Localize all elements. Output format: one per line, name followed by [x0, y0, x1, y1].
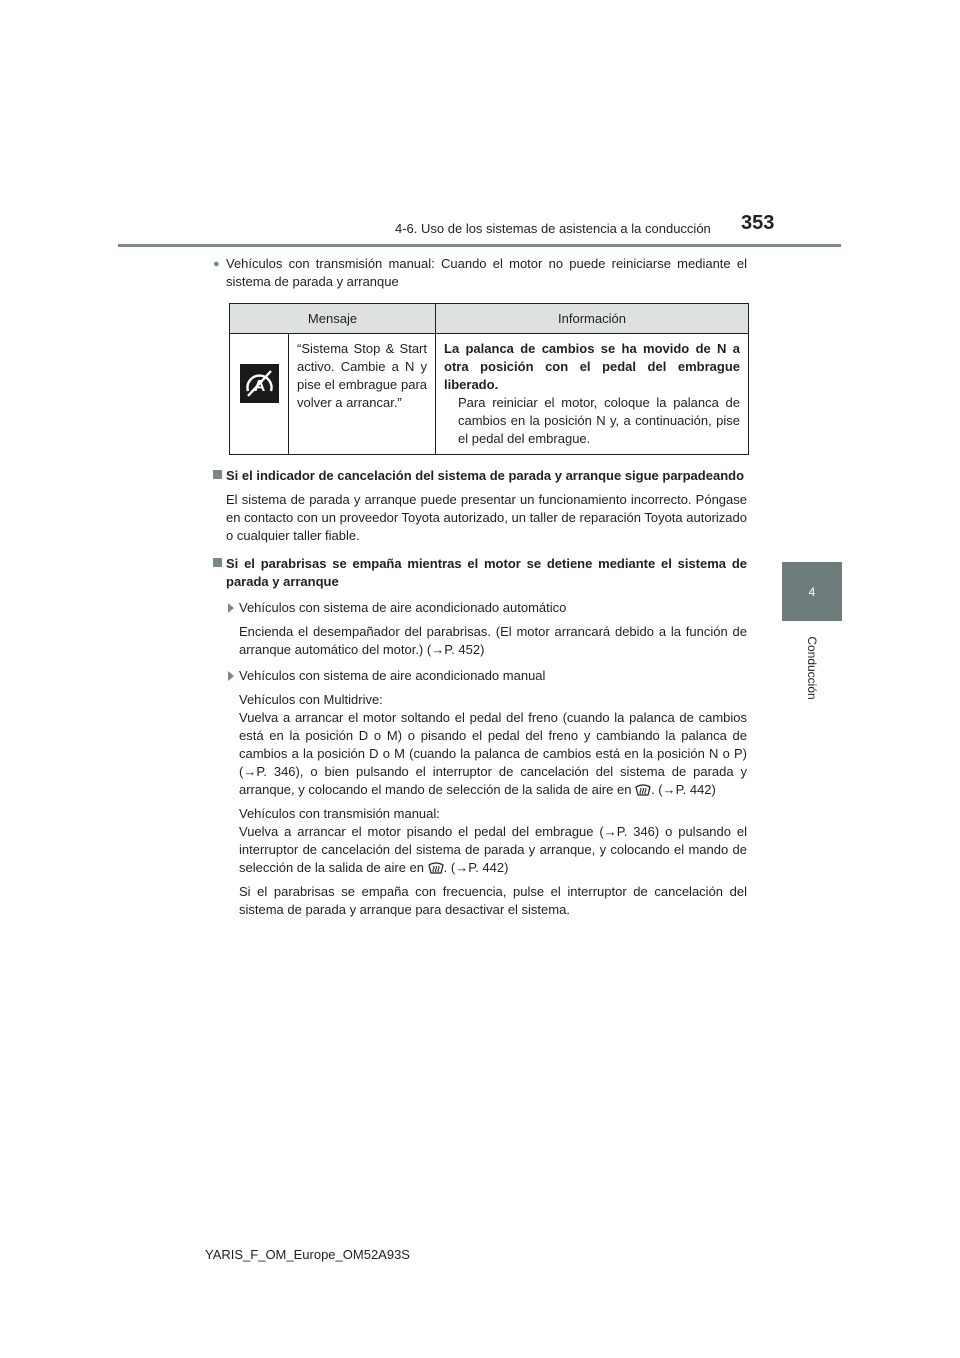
- chapter-label: Conducción: [805, 636, 819, 700]
- circle-bullet-icon: ●: [213, 258, 220, 270]
- intro-bullet-item: [213, 255, 747, 291]
- automatic-ac-body: Encienda el desempañador del parabrisas. (El motor arrancará debido a la función de arranque automático del motor.) (→P. 452): [239, 624, 747, 657]
- stop-start-warning-icon: [240, 364, 279, 403]
- message-cell: “Sistema Stop & Start activo. Cambie a N y pise el embrague para volver a arrancar.”: [289, 334, 436, 455]
- windshield-defroster-icon: [428, 861, 444, 874]
- section-title: Si el indicador de cancelación del sistema de parada y arranque sigue parpadeando: [226, 468, 745, 483]
- triangle-bullet-icon: [228, 671, 234, 681]
- triangle-bullet-icon: [228, 603, 234, 613]
- footer-document-code: YARIS_F_OM_Europe_OM52A93S: [205, 1247, 410, 1262]
- manual-transmission-body: Vuelva a arrancar el motor pisando el pedal del embrague (→P. 346) o pulsando el interruptor de cancelación del sistema de parada y arranque, y colocando el mando de selección de la salida de aire en: [239, 824, 747, 875]
- windshield-defroster-icon: [635, 783, 651, 796]
- section-body: El sistema de parada y arranque puede presentar un funcionamiento incorrecto. Póngase en contacto con un proveedor Toyota autorizado, un taller de reparación Toyota autorizado o cualquier taller fiable.: [226, 492, 747, 543]
- message-table: [229, 303, 749, 455]
- sub-item-label: Vehículos con sistema de aire acondicionado manual: [239, 668, 546, 683]
- header-divider: [118, 244, 841, 247]
- column-header-message: Mensaje: [230, 304, 436, 334]
- section-windshield-fog: [213, 555, 747, 919]
- section-blinking-indicator: [213, 467, 747, 545]
- sub-item-label: Vehículos con sistema de aire acondicionado automático: [239, 600, 567, 615]
- sub-item-automatic-ac: [226, 599, 747, 617]
- main-content: [213, 255, 747, 919]
- sub-item-manual-ac: [226, 667, 747, 685]
- manual-transmission-reference: . (→P. 442): [443, 860, 509, 875]
- multidrive-reference: . (→P. 442): [651, 782, 716, 797]
- section-title: Si el parabrisas se empaña mientras el motor se detiene mediante el sistema de parada y arranque: [226, 556, 747, 589]
- info-body: Para reiniciar el motor, coloque la palanca de cambios en la posición N y, a continuación, pise el pedal del embrague.: [458, 395, 740, 446]
- table-header-row: [230, 304, 749, 334]
- multidrive-body: Vuelva a arrancar el motor soltando el pedal del freno (cuando la palanca de cambios está en la posición D o M) o pisando el pedal del freno y cambiando la palanca de cambios a la posición D o M (cuando la palanca de cambios está en la posición N o P) (→P. 346), o bien pulsando el interruptor de cancelación del sistema de parada y arranque, y colocando el mando de selección de la salida de aire en: [239, 710, 747, 797]
- square-bullet-icon: [213, 558, 222, 567]
- manual-transmission-label: Vehículos con transmisión manual:: [239, 806, 440, 821]
- multidrive-label: Vehículos con Multidrive:: [239, 692, 383, 707]
- multidrive-block: [226, 691, 747, 799]
- intro-bullet-text: Vehículos con transmisión manual: Cuando el motor no puede reiniciarse mediante el sistema de parada y arranque: [226, 256, 747, 289]
- table-row: [230, 334, 749, 455]
- closing-paragraph: Si el parabrisas se empaña con frecuencia, pulse el interruptor de cancelación del sistema de parada y arranque para desactivar el sistema.: [239, 884, 747, 917]
- square-bullet-icon: [213, 470, 222, 479]
- header-section-title: 4-6. Uso de los sistemas de asistencia a la conducción: [395, 221, 711, 236]
- page-number: 353: [741, 212, 775, 234]
- svg-text:A: A: [253, 378, 266, 395]
- icon-cell: [230, 334, 289, 455]
- manual-transmission-block: [226, 805, 747, 877]
- info-cell: [436, 334, 749, 455]
- column-header-info: Información: [436, 304, 749, 334]
- chapter-number: 4: [808, 584, 816, 599]
- info-title: La palanca de cambios se ha movido de N a otra posición con el pedal del embrague liberado.: [444, 341, 740, 392]
